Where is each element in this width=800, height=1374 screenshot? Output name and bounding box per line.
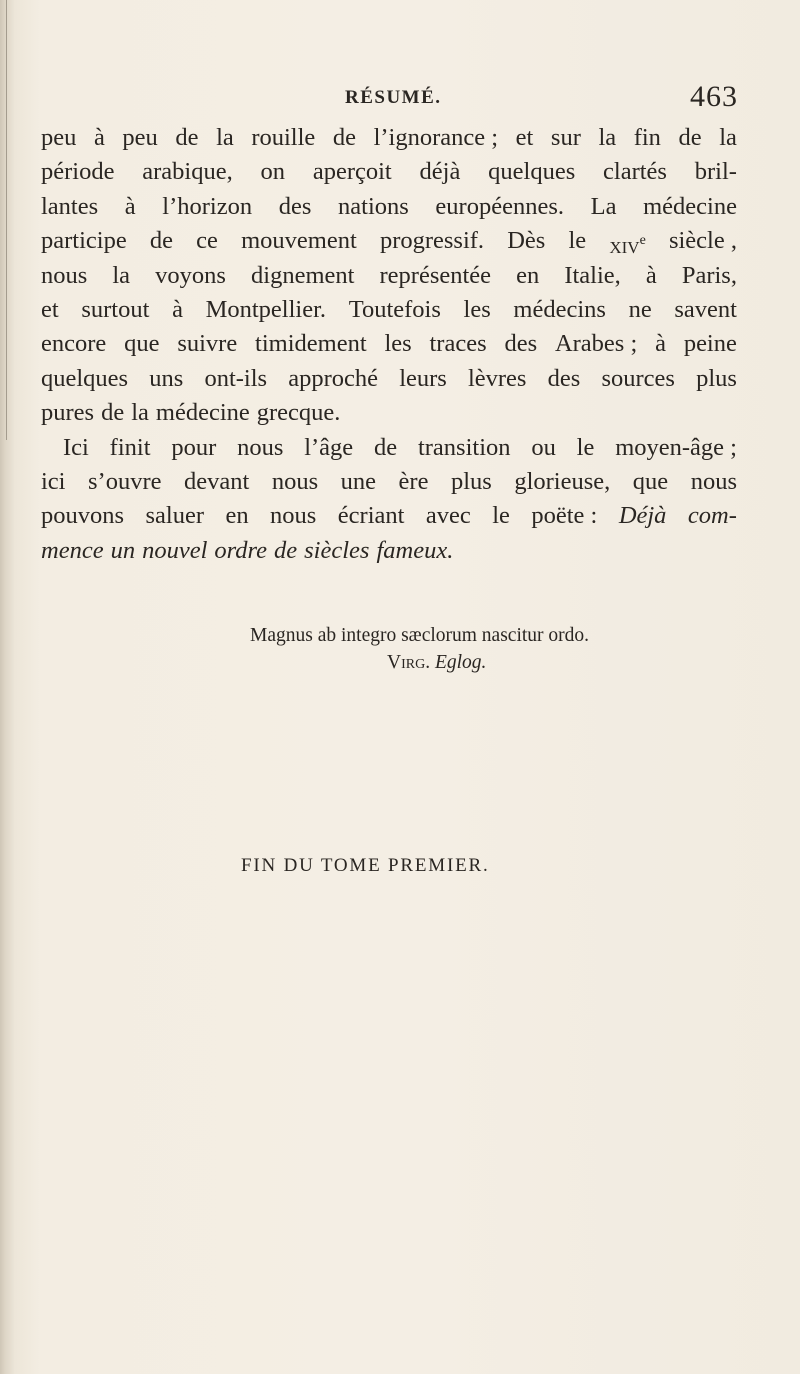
- text-line-3: lantes à l’horizon des nations européennes. La médecine: [41, 192, 737, 220]
- epigraph-latin: Magnus ab integro sæclorum nascitur ordo.: [250, 625, 590, 646]
- binding-edge: [0, 0, 14, 1374]
- text-line-8: quelques uns ont-ils approché leurs lèvres des sources plus: [41, 364, 737, 392]
- body-text: [41, 121, 737, 568]
- text-line-13: mence un nouvel ordre de siècles fameux.: [41, 536, 454, 564]
- quotation-hyphenated: com-: [687, 502, 737, 530]
- century-numeral: xiv$^e$: [609, 232, 646, 260]
- text-line-4: participe de ce mouvement progressif. Dès le xiv$^e$ siècle ,: [41, 224, 737, 258]
- text-line-9: pures de la médecine grecque.: [41, 399, 341, 427]
- epigraph: [250, 622, 750, 676]
- epigraph-author: Virg.: [387, 652, 431, 673]
- text-line-10: Ici finit pour nous l’âge de transition ou le moyen-âge ;: [63, 433, 737, 461]
- text-line-12: pouvons saluer en nous écriant avec le poëte : Déjà com-: [41, 499, 737, 533]
- quotation-start: Déjà: [618, 502, 667, 530]
- text-line-2: période arabique, on aperçoit déjà quelques clartés bril-: [41, 158, 737, 186]
- end-of-volume-mark: FIN DU TOME PREMIER.: [241, 855, 490, 876]
- binding-line: [6, 0, 7, 440]
- page-header: [300, 80, 738, 116]
- text-line-7: encore que suivre timidement les traces des Arabes ; à peine: [41, 330, 737, 358]
- epigraph-attribution: [250, 649, 750, 676]
- page-number: 463: [690, 80, 738, 113]
- running-title: RÉSUMÉ.: [345, 87, 442, 108]
- text-line-11: ici s’ouvre devant nous une ère plus glorieuse, que nous: [41, 467, 737, 495]
- text-line-6: et surtout à Montpellier. Toutefois les médecins ne savent: [41, 295, 737, 323]
- text-line-1: peu à peu de la rouille de l’ignorance ; et sur la fin de la: [41, 124, 737, 151]
- epigraph-work: Eglog.: [434, 652, 487, 673]
- text-line-5: nous la voyons dignement représentée en Italie, à Paris,: [41, 261, 737, 289]
